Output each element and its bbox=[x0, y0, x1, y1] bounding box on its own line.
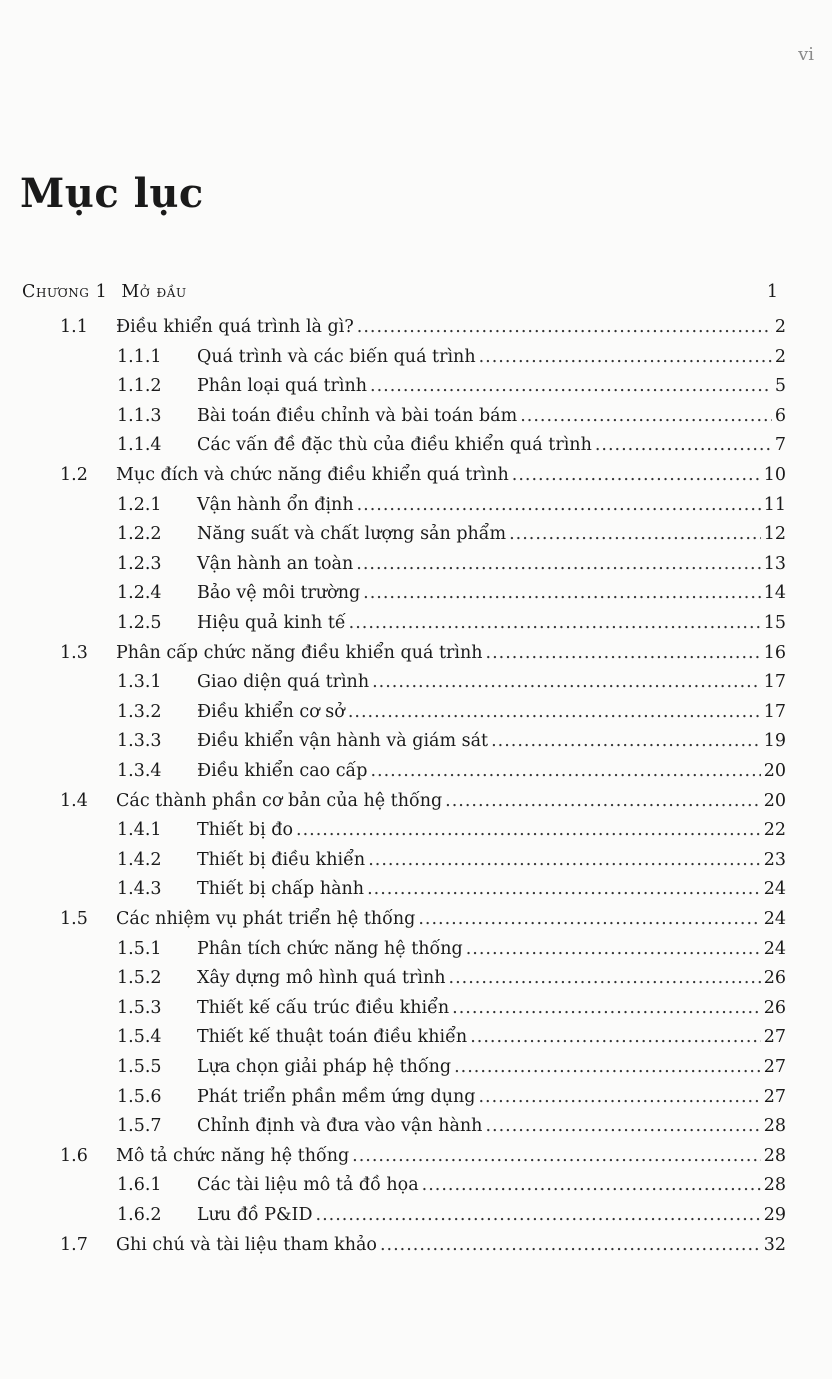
toc-entry-1-4[interactable] bbox=[60, 789, 786, 813]
toc-entry-number: 1.2.5 bbox=[117, 613, 162, 633]
toc-entry-page: 15 bbox=[763, 613, 786, 633]
toc-entry-title: Điều khiển cao cấp bbox=[197, 761, 368, 781]
toc-entry-title: Các vấn đề đặc thù của điều khiển quá trình bbox=[197, 435, 592, 456]
toc-entry-title: Xây dựng mô hình quá trình bbox=[197, 968, 446, 989]
toc-entry-1-1-4[interactable] bbox=[117, 433, 786, 457]
toc-entry-1-1[interactable] bbox=[60, 315, 786, 339]
toc-entry-1-5-3[interactable] bbox=[117, 996, 786, 1020]
toc-entry-1-5-2[interactable] bbox=[117, 966, 786, 990]
toc-entry-number: 1.3.2 bbox=[117, 701, 162, 722]
toc-entry-page: 19 bbox=[763, 731, 786, 752]
toc-entry-1-4-3[interactable] bbox=[117, 877, 786, 901]
toc-entry-1-3[interactable] bbox=[60, 641, 786, 665]
leader-dots bbox=[486, 641, 761, 665]
chapter-page: 1 bbox=[766, 282, 778, 302]
toc-entry-page: 14 bbox=[763, 583, 786, 604]
toc-entry-1-4-1[interactable] bbox=[117, 818, 786, 842]
toc-entry-1-5-6[interactable] bbox=[117, 1085, 786, 1109]
toc-entry-page: 28 bbox=[763, 1116, 786, 1137]
toc-entry-page: 32 bbox=[763, 1234, 786, 1255]
toc-entry-number: 1.3.1 bbox=[117, 672, 162, 693]
toc-entry-1-2-5[interactable] bbox=[117, 611, 786, 635]
toc-entry-1-6[interactable] bbox=[60, 1144, 786, 1168]
toc-entry-1-1-2[interactable] bbox=[117, 374, 786, 398]
toc-entry-title: Chỉnh định và đưa vào vận hành bbox=[197, 1116, 483, 1137]
leader-dots bbox=[316, 1203, 761, 1227]
toc-entry-page: 26 bbox=[763, 968, 786, 989]
toc-entry-number: 1.4 bbox=[60, 790, 88, 811]
toc-entry-number: 1.5.6 bbox=[117, 1086, 162, 1107]
toc-entry-number: 1.1 bbox=[60, 317, 88, 337]
toc-entry-page: 12 bbox=[763, 524, 786, 545]
toc-entry-page: 28 bbox=[763, 1175, 786, 1196]
toc-entry-page: 27 bbox=[763, 1027, 786, 1048]
toc-entry-1-3-1[interactable] bbox=[117, 670, 786, 694]
leader-dots bbox=[372, 670, 761, 694]
toc-entry-1-6-1[interactable] bbox=[117, 1173, 786, 1197]
toc-entry-title: Bài toán điều chỉnh và bài toán bám bbox=[197, 405, 518, 426]
leader-dots bbox=[449, 966, 761, 990]
toc-entry-number: 1.2 bbox=[60, 465, 88, 485]
toc-entry-page: 29 bbox=[763, 1205, 786, 1225]
toc-entry-title: Phân loại quá trình bbox=[197, 376, 368, 397]
leader-dots bbox=[491, 729, 761, 753]
toc-entry-number: 1.4.1 bbox=[117, 820, 162, 841]
toc-entry-title: Các nhiệm vụ phát triển hệ thống bbox=[116, 909, 416, 929]
toc-entry-number: 1.2.4 bbox=[117, 583, 162, 604]
toc-entry-title: Năng suất và chất lượng sản phẩm bbox=[197, 524, 507, 545]
toc-entry-number: 1.5.3 bbox=[117, 997, 162, 1018]
toc-entry-number: 1.5.5 bbox=[117, 1057, 162, 1077]
toc-entry-1-2-2[interactable] bbox=[117, 522, 786, 546]
toc-entry-title: Phát triển phần mềm ứng dụng bbox=[197, 1086, 476, 1107]
toc-entry-1-1-1[interactable] bbox=[117, 345, 786, 369]
toc-entry-1-2[interactable] bbox=[60, 463, 786, 487]
leader-dots bbox=[352, 1144, 761, 1168]
toc-entry-title: Phân tích chức năng hệ thống bbox=[197, 938, 463, 959]
toc-entry-number: 1.7 bbox=[60, 1234, 88, 1255]
leader-dots bbox=[357, 493, 761, 517]
leader-dots bbox=[479, 345, 772, 369]
leader-dots bbox=[470, 1025, 761, 1049]
toc-entry-page: 28 bbox=[763, 1145, 786, 1166]
toc-entry-page: 2 bbox=[774, 346, 786, 367]
toc-entry-page: 7 bbox=[774, 435, 786, 456]
toc-entry-title: Điều khiển vận hành và giám sát bbox=[197, 731, 489, 752]
leader-dots bbox=[349, 611, 761, 635]
toc-entry-number: 1.1.1 bbox=[117, 346, 162, 367]
toc-entry-title: Thiết bị đo bbox=[197, 820, 294, 841]
toc-entry-1-5[interactable] bbox=[60, 907, 786, 931]
toc-entry-title: Vận hành an toàn bbox=[197, 553, 354, 574]
toc-entry-1-2-1[interactable] bbox=[117, 493, 786, 517]
toc-entry-page: 20 bbox=[763, 790, 786, 811]
toc-entry-number: 1.2.1 bbox=[117, 494, 162, 515]
toc-entry-number: 1.2.3 bbox=[117, 553, 162, 574]
toc-entry-title: Điều khiển cơ sở bbox=[197, 701, 345, 722]
toc-entry-number: 1.6.2 bbox=[117, 1205, 162, 1225]
toc-entry-title: Thiết kế cấu trúc điều khiển bbox=[197, 997, 450, 1018]
toc-entry-1-1-3[interactable] bbox=[117, 404, 786, 428]
leader-dots bbox=[452, 996, 761, 1020]
toc-entry-page: 24 bbox=[763, 909, 786, 929]
toc-entry-page: 20 bbox=[763, 761, 786, 781]
leader-dots bbox=[422, 1173, 761, 1197]
toc-entry-title: Vận hành ổn định bbox=[197, 494, 354, 515]
leader-dots bbox=[370, 374, 772, 398]
toc-entry-1-5-1[interactable] bbox=[117, 937, 786, 961]
toc-entry-number: 1.5.2 bbox=[117, 968, 162, 989]
toc-entry-number: 1.4.2 bbox=[117, 849, 162, 870]
toc-entry-title: Phân cấp chức năng điều khiển quá trình bbox=[116, 642, 483, 663]
leader-dots bbox=[370, 759, 760, 783]
toc-entry-page: 17 bbox=[763, 701, 786, 722]
toc-entry-number: 1.4.3 bbox=[117, 879, 162, 900]
toc-entry-page: 6 bbox=[774, 405, 786, 426]
toc-entry-1-2-3[interactable] bbox=[117, 552, 786, 576]
toc-entry-title: Giao diện quá trình bbox=[197, 672, 370, 693]
leader-dots bbox=[418, 907, 760, 931]
toc-entry-1-3-3[interactable] bbox=[117, 729, 786, 753]
toc-entry-page: 24 bbox=[763, 879, 786, 900]
toc-entry-number: 1.3.3 bbox=[117, 731, 162, 752]
toc-entry-number: 1.6.1 bbox=[117, 1175, 162, 1196]
toc-entry-number: 1.5.4 bbox=[117, 1027, 162, 1048]
toc-entry-page: 22 bbox=[763, 820, 786, 841]
toc-entry-1-4-2[interactable] bbox=[117, 848, 786, 872]
chapter-title: Mở đầu bbox=[121, 282, 187, 302]
toc-entry-page: 23 bbox=[763, 849, 786, 870]
toc-entry-1-3-2[interactable] bbox=[117, 700, 786, 724]
toc-entry-title: Điều khiển quá trình là gì? bbox=[116, 317, 354, 337]
toc-entry-number: 1.2.2 bbox=[117, 524, 162, 545]
leader-dots bbox=[368, 848, 761, 872]
toc-entry-1-5-5[interactable] bbox=[117, 1055, 786, 1079]
leader-dots bbox=[485, 1114, 760, 1138]
toc-entry-page: 13 bbox=[763, 553, 786, 574]
leader-dots bbox=[466, 937, 761, 961]
toc-entry-title: Thiết kế thuật toán điều khiển bbox=[197, 1027, 468, 1048]
toc-entry-number: 1.6 bbox=[60, 1145, 88, 1166]
leader-dots bbox=[367, 877, 761, 901]
toc-entry-1-5-4[interactable] bbox=[117, 1025, 786, 1049]
toc-entry-number: 1.1.2 bbox=[117, 376, 162, 397]
toc-entry-1-3-4[interactable] bbox=[117, 759, 786, 783]
toc-entry-page: 5 bbox=[774, 376, 786, 397]
leader-dots bbox=[478, 1085, 760, 1109]
toc-entry-title: Bảo vệ môi trường bbox=[197, 583, 361, 604]
toc-entry-title: Các tài liệu mô tả đồ họa bbox=[197, 1175, 419, 1196]
corner-page-number: vi bbox=[798, 44, 814, 65]
toc-entry-page: 10 bbox=[763, 465, 786, 485]
toc-entry-1-5-7[interactable] bbox=[117, 1114, 786, 1138]
leader-dots bbox=[380, 1233, 761, 1257]
page-title: Mục lục bbox=[20, 170, 204, 217]
toc-entry-number: 1.5.7 bbox=[117, 1116, 162, 1137]
toc-entry-title: Ghi chú và tài liệu tham khảo bbox=[116, 1234, 377, 1255]
toc-entry-1-7[interactable] bbox=[60, 1233, 786, 1257]
chapter-heading[interactable] bbox=[22, 280, 778, 304]
toc-entry-number: 1.1.4 bbox=[117, 435, 162, 456]
toc-entry-title: Hiệu quả kinh tế bbox=[197, 613, 346, 633]
toc-entry-title: Thiết bị điều khiển bbox=[197, 849, 366, 870]
toc-entry-title: Quá trình và các biến quá trình bbox=[197, 346, 476, 367]
leader-dots bbox=[348, 700, 761, 724]
leader-dots bbox=[509, 522, 761, 546]
toc-entry-title: Mục đích và chức năng điều khiển quá trình bbox=[116, 465, 509, 485]
toc-entry-number: 1.1.3 bbox=[117, 405, 162, 426]
toc-entry-number: 1.5.1 bbox=[117, 938, 162, 959]
leader-dots bbox=[445, 789, 761, 813]
toc-entry-number: 1.3.4 bbox=[117, 761, 162, 781]
leader-dots bbox=[512, 463, 761, 487]
leader-dots bbox=[520, 404, 772, 428]
toc-entry-page: 16 bbox=[763, 642, 786, 663]
toc-entry-page: 27 bbox=[763, 1086, 786, 1107]
toc-entry-title: Mô tả chức năng hệ thống bbox=[116, 1145, 350, 1166]
leader-dots bbox=[454, 1055, 761, 1079]
leader-dots bbox=[357, 315, 772, 339]
leader-dots bbox=[296, 818, 761, 842]
toc-entry-title: Thiết bị chấp hành bbox=[197, 879, 365, 900]
toc-entry-page: 17 bbox=[763, 672, 786, 693]
toc-entry-title: Các thành phần cơ bản của hệ thống bbox=[116, 790, 443, 811]
toc-entry-page: 2 bbox=[774, 317, 786, 337]
toc-entry-page: 11 bbox=[763, 494, 786, 515]
toc-entry-1-6-2[interactable] bbox=[117, 1203, 786, 1227]
toc-entry-title: Lựa chọn giải pháp hệ thống bbox=[197, 1057, 452, 1077]
toc-entry-1-2-4[interactable] bbox=[117, 581, 786, 605]
chapter-number: Chương 1 bbox=[22, 282, 108, 302]
leader-dots bbox=[363, 581, 761, 605]
toc-entry-page: 27 bbox=[763, 1057, 786, 1077]
toc-entry-number: 1.5 bbox=[60, 909, 88, 929]
toc-entry-number: 1.3 bbox=[60, 642, 88, 663]
leader-dots bbox=[595, 433, 772, 457]
toc-entry-page: 24 bbox=[763, 938, 786, 959]
toc-entry-title: Lưu đồ P&ID bbox=[197, 1205, 313, 1225]
toc-entry-page: 26 bbox=[763, 997, 786, 1018]
leader-dots bbox=[356, 552, 760, 576]
